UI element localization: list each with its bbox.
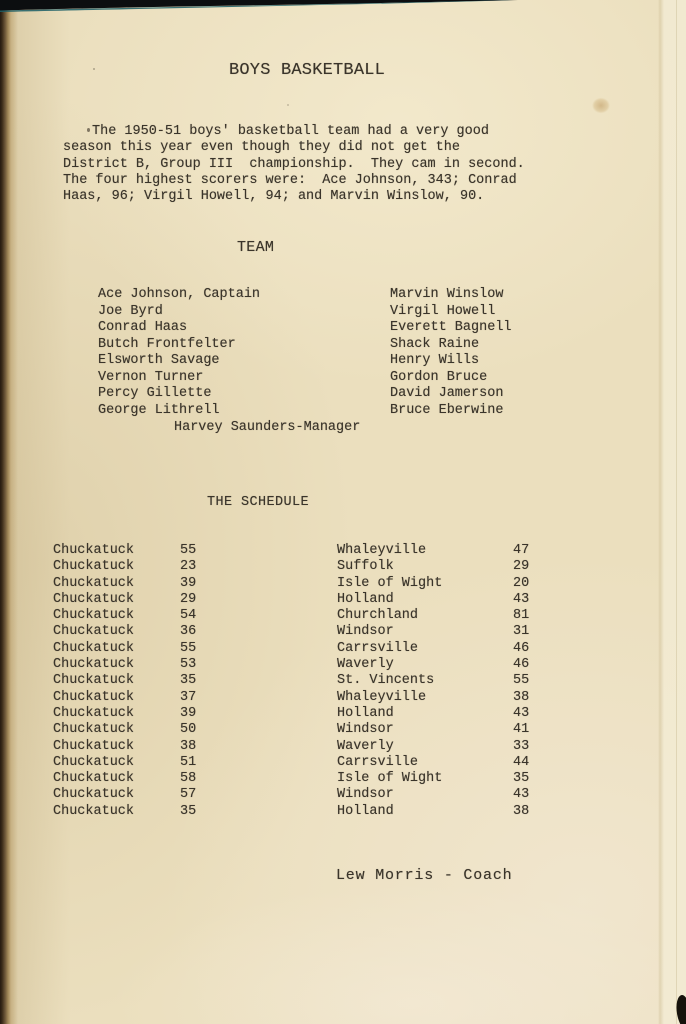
schedule-home-score: 35	[180, 803, 197, 819]
schedule-home-team: Chuckatuck	[53, 722, 135, 738]
schedule-row	[0, 739, 686, 755]
schedule-opponent-score: 55	[513, 673, 530, 689]
schedule-row	[0, 690, 686, 706]
schedule-opponent-name: Holland	[337, 803, 394, 819]
schedule-home-score: 51	[180, 754, 197, 770]
schedule-row	[0, 804, 686, 820]
intro-line: The four highest scorers were: Ace Johnson, 343; Conrad	[63, 172, 517, 188]
schedule-opponent-score: 31	[513, 624, 530, 640]
schedule-home-score: 53	[180, 657, 197, 673]
intro-line: season this year even though they did not get the	[63, 140, 460, 156]
schedule-opponent-name: Waverly	[337, 738, 394, 754]
schedule-home-team: Chuckatuck	[53, 640, 135, 656]
schedule-opponent-name: Whaleyville	[337, 689, 427, 705]
schedule-home-team: Chuckatuck	[53, 624, 135, 640]
schedule-home-team: Chuckatuck	[53, 803, 135, 819]
team-member: Butch Frontfelter	[98, 336, 236, 352]
schedule-home-team: Chuckatuck	[53, 771, 135, 787]
team-member: Percy Gillette	[98, 386, 212, 401]
team-member: Henry Wills	[390, 353, 480, 368]
team-member: Shack Raine	[390, 336, 480, 352]
schedule-opponent-score: 43	[513, 787, 530, 803]
intro-paragraph	[63, 124, 525, 205]
team-manager: Harvey Saunders-Manager	[174, 420, 361, 435]
schedule-opponent-score: 33	[513, 738, 530, 754]
schedule-opponent-name: Suffolk	[337, 559, 394, 575]
schedule-home-team: Chuckatuck	[53, 575, 135, 591]
schedule-home-score: 29	[180, 591, 197, 607]
intro-line: The 1950-51 boys' basketball team had a very good	[92, 124, 489, 139]
schedule-row	[0, 787, 686, 803]
schedule-home-team: Chuckatuck	[53, 754, 135, 770]
team-roster-left-column	[98, 287, 260, 419]
schedule-home-team: Chuckatuck	[53, 591, 135, 607]
schedule-row	[0, 624, 686, 640]
team-member: Bruce Eberwine	[390, 402, 504, 418]
schedule-opponent-score: 20	[513, 575, 530, 591]
schedule-row	[0, 592, 686, 608]
team-member: Ace Johnson, Captain	[98, 287, 261, 302]
schedule-opponent-name: Whaleyville	[337, 543, 427, 558]
schedule-home-team: Chuckatuck	[53, 543, 135, 558]
schedule-opponent-score: 46	[513, 640, 530, 656]
page-right-edge	[658, 0, 686, 1024]
schedule-home-score: 57	[180, 787, 197, 803]
schedule-home-score: 54	[180, 608, 197, 624]
schedule-opponent-name: Churchland	[337, 608, 419, 624]
schedule-home-score: 55	[180, 543, 197, 558]
schedule-home-team: Chuckatuck	[53, 787, 135, 803]
team-member: Gordon Bruce	[390, 369, 488, 385]
schedule-home-team: Chuckatuck	[53, 705, 135, 721]
schedule-home-team: Chuckatuck	[53, 559, 135, 575]
schedule-home-score: 58	[180, 771, 197, 787]
schedule-opponent-name: Windsor	[337, 787, 394, 803]
schedule-home-team: Chuckatuck	[53, 608, 135, 624]
team-member: Joe Byrd	[98, 303, 163, 319]
schedule-home-score: 55	[180, 640, 197, 656]
schedule-home-score: 35	[180, 673, 197, 689]
intro-line: District B, Group III championship. They cam in second.	[63, 156, 525, 172]
schedule-home-score: 39	[180, 705, 197, 721]
schedule-row	[0, 543, 686, 559]
schedule-row	[0, 673, 686, 689]
team-member: Vernon Turner	[98, 369, 204, 385]
team-member: Everett Bagnell	[390, 320, 512, 335]
schedule-opponent-name: Windsor	[337, 624, 394, 640]
coach-credit: Lew Morris - Coach	[336, 867, 513, 884]
schedule-row	[0, 641, 686, 657]
schedule-row	[0, 722, 686, 738]
schedule-opponent-name: Holland	[337, 705, 394, 721]
schedule-row	[0, 608, 686, 624]
schedule-row	[0, 755, 686, 771]
page-top-edge	[0, 0, 686, 14]
schedule-opponent-score: 29	[513, 559, 530, 575]
schedule-row	[0, 706, 686, 722]
schedule-opponent-score: 35	[513, 771, 530, 787]
ink-speck	[287, 104, 289, 106]
schedule-home-score: 39	[180, 575, 197, 591]
schedule-row	[0, 559, 686, 575]
team-member: Elsworth Savage	[98, 353, 220, 368]
team-heading: TEAM	[237, 239, 275, 256]
schedule-opponent-score: 44	[513, 754, 530, 770]
team-member: Conrad Haas	[98, 320, 188, 335]
team-member: David Jamerson	[390, 386, 504, 401]
schedule-opponent-name: Carrsville	[337, 754, 419, 770]
schedule-home-score: 50	[180, 722, 197, 738]
schedule-opponent-name: Carrsville	[337, 640, 419, 656]
schedule-opponent-name: Holland	[337, 591, 394, 607]
schedule-home-team: Chuckatuck	[53, 657, 135, 673]
schedule-opponent-score: 43	[513, 705, 530, 721]
schedule-home-team: Chuckatuck	[53, 673, 135, 689]
schedule-opponent-name: St. Vincents	[337, 673, 435, 689]
page-right-edge-line	[676, 0, 677, 1024]
team-roster-right-column	[390, 287, 512, 419]
book-binding-edge	[0, 0, 18, 1024]
intro-line: Haas, 96; Virgil Howell, 94; and Marvin Winslow, 90.	[63, 189, 485, 205]
schedule-opponent-name: Waverly	[337, 657, 394, 673]
ink-speck	[93, 68, 95, 70]
schedule-home-team: Chuckatuck	[53, 689, 135, 705]
schedule-opponent-name: Isle of Wight	[337, 575, 443, 591]
schedule-opponent-score: 38	[513, 803, 530, 819]
schedule-opponent-score: 46	[513, 657, 530, 673]
schedule-opponent-name: Isle of Wight	[337, 771, 443, 787]
schedule-opponent-score: 41	[513, 722, 530, 738]
paper-stain-spot	[589, 95, 613, 116]
schedule-home-score: 36	[180, 624, 197, 640]
schedule-home-score: 37	[180, 689, 197, 705]
schedule-opponent-score: 47	[513, 543, 530, 558]
schedule-opponent-score: 38	[513, 689, 530, 705]
schedule-row	[0, 657, 686, 673]
schedule-home-score: 23	[180, 559, 197, 575]
schedule-table	[0, 543, 686, 820]
schedule-home-team: Chuckatuck	[53, 738, 135, 754]
schedule-opponent-score: 81	[513, 608, 530, 624]
team-member: Virgil Howell	[390, 303, 496, 319]
schedule-opponent-name: Windsor	[337, 722, 394, 738]
schedule-heading: THE SCHEDULE	[207, 495, 310, 510]
page-title: BOYS BASKETBALL	[229, 61, 386, 80]
schedule-home-score: 38	[180, 738, 197, 754]
schedule-opponent-score: 43	[513, 591, 530, 607]
team-member: George Lithrell	[98, 402, 220, 418]
ink-speck	[87, 128, 90, 132]
schedule-row	[0, 771, 686, 787]
team-member: Marvin Winslow	[390, 287, 504, 302]
schedule-row	[0, 576, 686, 592]
